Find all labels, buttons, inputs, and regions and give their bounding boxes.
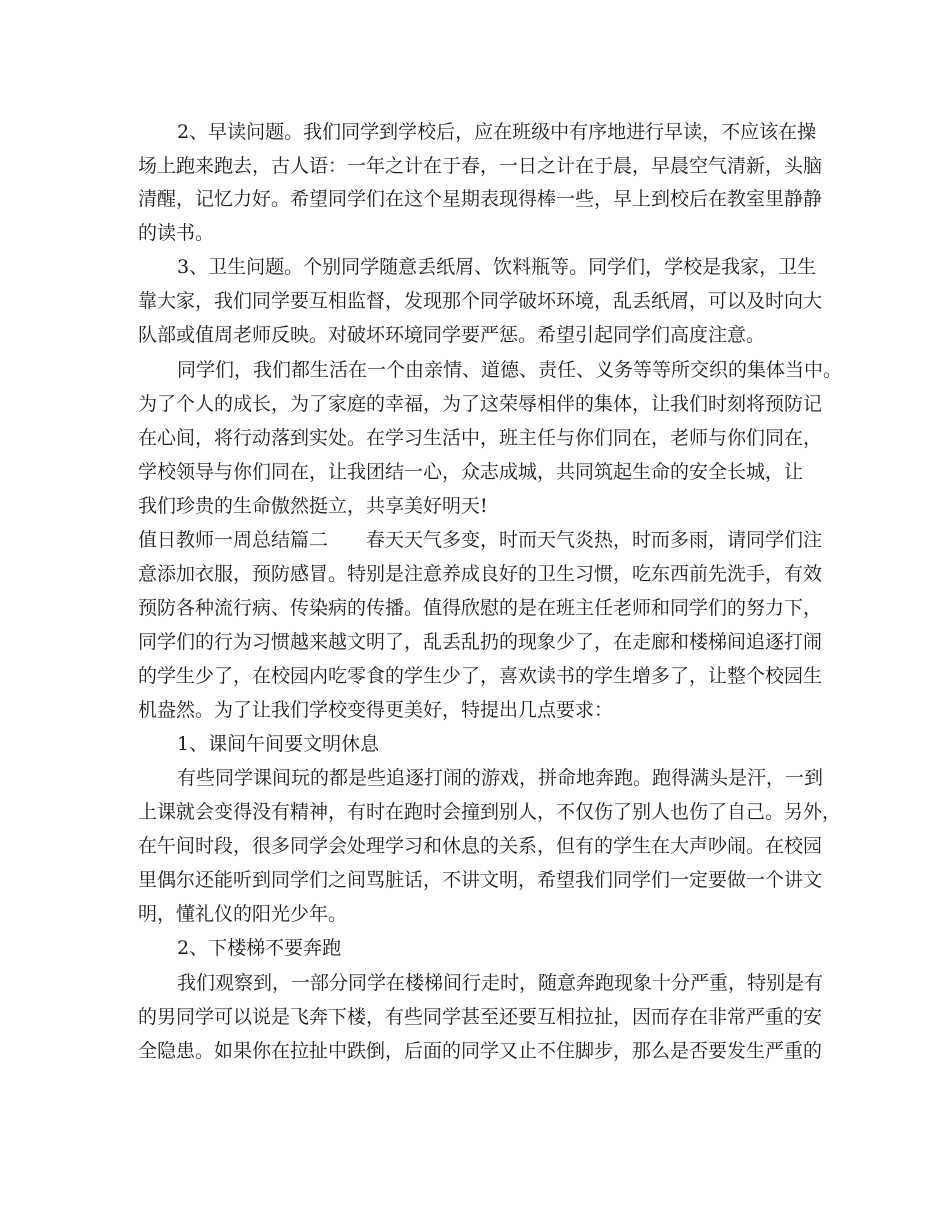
paragraph-line: 的学生少了，在校园内吃零食的学生少了，喜欢读书的学生增多了，让整个校园生 <box>138 665 823 687</box>
paragraph-line: 学校领导与你们同在，让我团结一心，众志成城，共同筑起生命的安全长城，让 <box>138 461 804 483</box>
paragraph-line: 预防各种流行病、传染病的传播。值得欣慰的是在班主任老师和同学们的努力下， <box>138 597 823 619</box>
paragraph-line: 里偶尔还能听到同学们之间骂脏话，不讲文明，希望我们同学们一定要做一个讲文 <box>138 869 823 891</box>
paragraph-line: 为了个人的成长，为了家庭的幸福，为了这荣辱相伴的集体，让我们时刻将预防记 <box>138 393 823 415</box>
paragraph-line: 场上跑来跑去，古人语：一年之计在于春，一日之计在于晨，早晨空气清新，头脑 <box>138 155 823 177</box>
paragraph-line: 明，懂礼仪的阳光少年。 <box>138 903 348 925</box>
section-heading-line: 值日教师一周总结篇二 春天天气多变，时而天气炎热，时而多雨，请同学们注 <box>138 529 823 551</box>
paragraph-line: 同学们的行为习惯越来越文明了，乱丢乱扔的现象少了，在走廊和楼梯间追逐打闹 <box>138 631 823 653</box>
paragraph-line: 队部或值周老师反映。对破坏环境同学要严惩。希望引起同学们高度注意。 <box>138 324 766 346</box>
paragraph-line: 我们珍贵的生命傲然挺立，共享美好明天! <box>138 495 488 517</box>
paragraph-line: 同学们，我们都生活在一个由亲情、道德、责任、义务等等所交织的集体当中。 <box>177 359 843 381</box>
paragraph-line: 3、卫生问题。个别同学随意丢纸屑、饮料瓶等。同学们，学校是我家，卫生 <box>177 256 817 278</box>
paragraph-line: 清醒，记忆力好。希望同学们在这个星期表现得棒一些，早上到校后在教室里静静 <box>138 188 823 210</box>
paragraph-line: 意添加衣服，预防感冒。特别是注意养成良好的卫生习惯，吃东西前先洗手，有效 <box>138 563 823 585</box>
paragraph-line: 在心间，将行动落到实处。在学习生活中，班主任与你们同在，老师与你们同在， <box>138 427 823 449</box>
list-heading-line: 2、下楼梯不要奔跑 <box>177 937 342 959</box>
paragraph-line: 上课就会变得没有精神，有时在跑时会撞到别人，不仅伤了别人也伤了自己。另外， <box>138 801 842 823</box>
paragraph-line: 机盎然。为了让我们学校变得更美好，特提出几点要求： <box>138 699 614 721</box>
paragraph-line: 在午间时段，很多同学会处理学习和休息的关系，但有的学生在大声吵闹。在校园 <box>138 835 823 857</box>
paragraph-line: 我们观察到，一部分同学在楼梯间行走时，随意奔跑现象十分严重，特别是有 <box>177 972 824 994</box>
paragraph-line: 的男同学可以说是飞奔下楼，有些同学甚至还要互相拉扯，因而存在非常严重的安 <box>138 1006 823 1028</box>
paragraph-line: 全隐患。如果你在拉扯中跌倒，后面的同学又止不住脚步，那么是否要发生严重的 <box>138 1040 823 1062</box>
paragraph-line: 靠大家，我们同学要互相监督，发现那个同学破坏环境，乱丢纸屑，可以及时向大 <box>138 290 823 312</box>
paragraph-line: 的读书。 <box>138 222 215 244</box>
paragraph-line: 2、早读问题。我们同学到学校后，应在班级中有序地进行早读，不应该在操 <box>177 121 817 143</box>
list-heading-line: 1、课间午间要文明休息 <box>177 733 380 755</box>
paragraph-line: 有些同学课间玩的都是些追逐打闹的游戏，拼命地奔跑。跑得满头是汗，一到 <box>177 767 824 789</box>
